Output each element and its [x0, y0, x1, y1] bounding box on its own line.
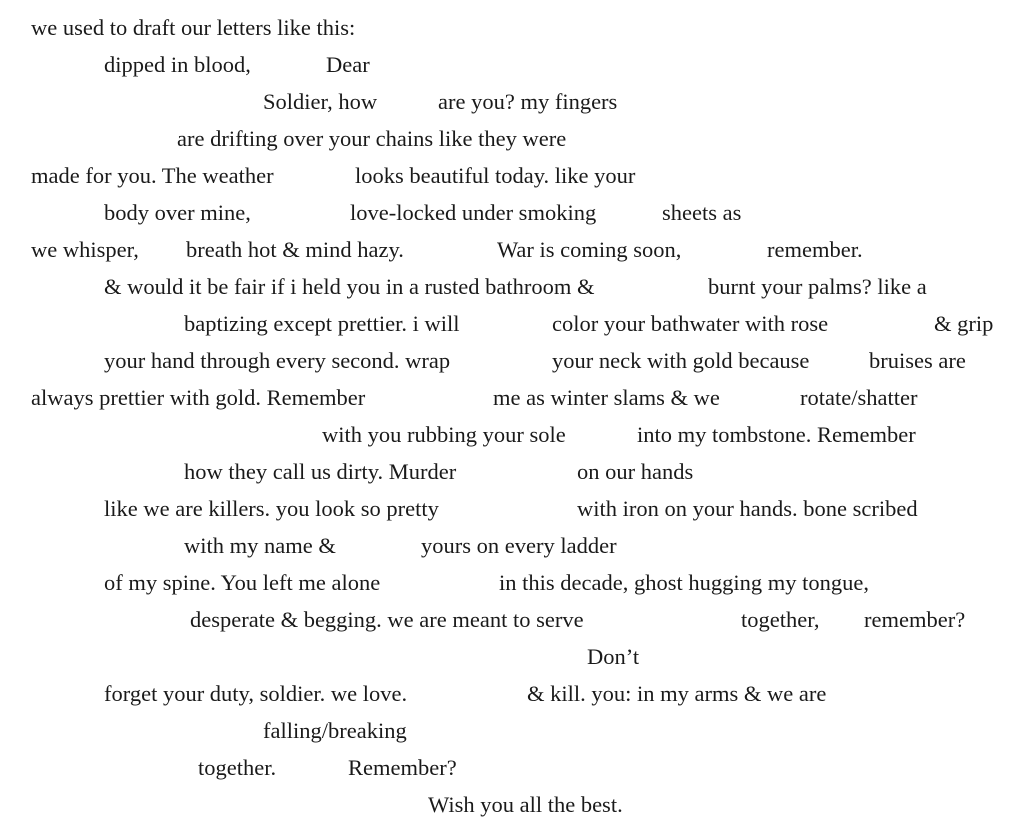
poem-line-3-fragment-2: are you? my fingers — [438, 89, 618, 114]
poem-line-9-fragment-2: color your bathwater with rose — [552, 311, 829, 336]
poem-line-8-fragment-1: & would it be fair if i held you in a rusted bathroom & — [104, 274, 595, 299]
poem-line-11-fragment-3: rotate/shatter — [800, 385, 918, 410]
poem-line-19-fragment-2: & kill. you: in my arms & we are — [527, 681, 827, 706]
poem-line-13-fragment-1: how they call us dirty. Murder — [184, 459, 457, 484]
poem-line-11-fragment-1: always prettier with gold. Remember — [31, 385, 366, 410]
poem-line-7-fragment-3: War is coming soon, — [497, 237, 682, 262]
poem-line-17-fragment-3: remember? — [864, 607, 966, 632]
poem-line-20-fragment-1: falling/breaking — [263, 718, 407, 743]
poem-line-10-fragment-3: bruises are — [869, 348, 966, 373]
poem-line-10-fragment-2: your neck with gold because — [552, 348, 810, 373]
poem-line-4-fragment-1: are drifting over your chains like they were — [177, 126, 567, 151]
poem-line-7-fragment-4: remember. — [767, 237, 863, 262]
poem-line-16-fragment-2: in this decade, ghost hugging my tongue, — [499, 570, 869, 595]
poem-line-21-fragment-2: Remember? — [348, 755, 457, 780]
poem-line-2-fragment-1: dipped in blood, — [104, 52, 251, 77]
poem-line-5-fragment-2: looks beautiful today. like your — [355, 163, 636, 188]
poem-line-17-fragment-2: together, — [741, 607, 820, 632]
poem-line-13-fragment-2: on our hands — [577, 459, 694, 484]
poem-line-19-fragment-1: forget your duty, soldier. we love. — [104, 681, 408, 706]
poem-line-8-fragment-2: burnt your palms? like a — [708, 274, 927, 299]
poem-line-10-fragment-1: your hand through every second. wrap — [104, 348, 451, 373]
poem-line-14-fragment-1: like we are killers. you look so pretty — [104, 496, 439, 521]
poem-line-7-fragment-1: we whisper, — [31, 237, 139, 262]
poem-line-11-fragment-2: me as winter slams & we — [493, 385, 720, 410]
poem-line-15-fragment-1: with my name & — [184, 533, 336, 558]
poem-line-12-fragment-1: with you rubbing your sole — [322, 422, 566, 447]
poem-line-9-fragment-3: & grip — [934, 311, 994, 336]
poem-line-6-fragment-2: love-locked under smoking — [350, 200, 597, 225]
poem-line-9-fragment-1: baptizing except prettier. i will — [184, 311, 460, 336]
poem-line-7-fragment-2: breath hot & mind hazy. — [186, 237, 404, 262]
poem-line-21-fragment-1: together. — [198, 755, 277, 780]
poem-line-3-fragment-1: Soldier, how — [263, 89, 378, 114]
poem-line-5-fragment-1: made for you. The weather — [31, 163, 274, 188]
poem-line-2-fragment-2: Dear — [326, 52, 370, 77]
poem-line-22-fragment-1: Wish you all the best. — [428, 792, 623, 817]
poem-line-18-fragment-1: Don’t — [587, 644, 640, 669]
poem-line-15-fragment-2: yours on every ladder — [421, 533, 617, 558]
poem-line-1-fragment-1: we used to draft our letters like this: — [31, 15, 356, 40]
poem-line-6-fragment-3: sheets as — [662, 200, 742, 225]
poem-line-14-fragment-2: with iron on your hands. bone scribed — [577, 496, 918, 521]
poem-line-12-fragment-2: into my tombstone. Remember — [637, 422, 916, 447]
poem-line-6-fragment-1: body over mine, — [104, 200, 251, 225]
poem-line-16-fragment-1: of my spine. You left me alone — [104, 570, 381, 595]
poem-line-17-fragment-1: desperate & begging. we are meant to serve — [190, 607, 584, 632]
